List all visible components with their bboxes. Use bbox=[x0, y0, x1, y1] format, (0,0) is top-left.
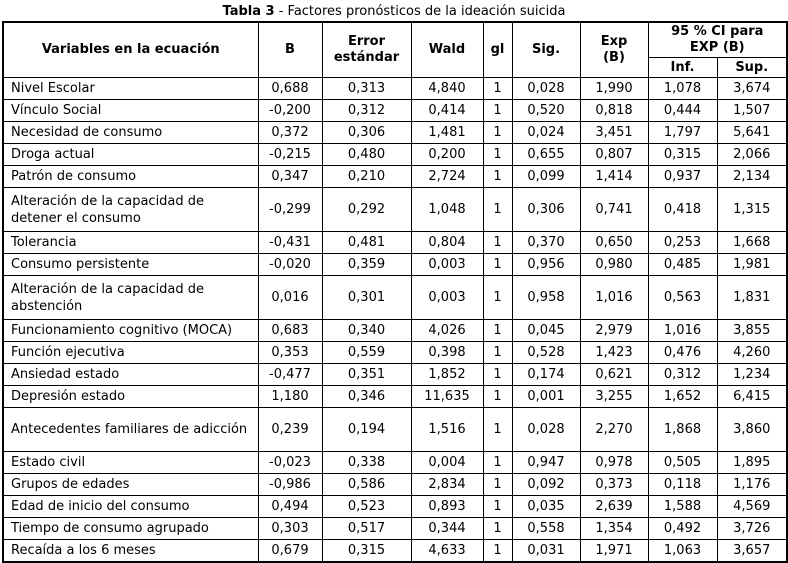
cell-wald: 0,344 bbox=[411, 518, 483, 540]
cell-variable: Necesidad de consumo bbox=[3, 122, 258, 144]
cell-wald: 0,414 bbox=[411, 100, 483, 122]
table-row bbox=[3, 342, 787, 364]
table-row bbox=[3, 496, 787, 518]
cell-inf: 0,937 bbox=[648, 166, 717, 188]
cell-variable: Ansiedad estado bbox=[3, 364, 258, 386]
cell-variable: Alteración de la capacidad de abstención bbox=[3, 276, 258, 320]
cell-variable: Recaída a los 6 meses bbox=[3, 540, 258, 562]
cell-inf: 1,588 bbox=[648, 496, 717, 518]
cell-wald: 0,200 bbox=[411, 144, 483, 166]
header-sig: Sig. bbox=[512, 22, 580, 78]
cell-sup: 3,726 bbox=[717, 518, 787, 540]
cell-b: 0,353 bbox=[258, 342, 322, 364]
cell-sup: 3,855 bbox=[717, 320, 787, 342]
cell-sig: 0,528 bbox=[512, 342, 580, 364]
table-row bbox=[3, 408, 787, 452]
cell-error: 0,340 bbox=[322, 320, 411, 342]
header-exp-b bbox=[580, 22, 648, 78]
cell-sup: 1,895 bbox=[717, 452, 787, 474]
cell-exp: 0,980 bbox=[580, 254, 648, 276]
cell-variable: Edad de inicio del consumo bbox=[3, 496, 258, 518]
cell-sup: 6,415 bbox=[717, 386, 787, 408]
table-row bbox=[3, 100, 787, 122]
header-ci-line2: EXP (B) bbox=[689, 40, 745, 55]
header-wald: Wald bbox=[411, 22, 483, 78]
cell-b: -0,200 bbox=[258, 100, 322, 122]
cell-b: 0,239 bbox=[258, 408, 322, 452]
cell-sig: 0,045 bbox=[512, 320, 580, 342]
cell-variable: Vínculo Social bbox=[3, 100, 258, 122]
cell-exp: 2,270 bbox=[580, 408, 648, 452]
header-row bbox=[3, 22, 787, 58]
cell-b: -0,431 bbox=[258, 232, 322, 254]
cell-exp: 1,016 bbox=[580, 276, 648, 320]
cell-wald: 1,852 bbox=[411, 364, 483, 386]
cell-variable: Nivel Escolar bbox=[3, 78, 258, 100]
cell-inf: 0,315 bbox=[648, 144, 717, 166]
cell-gl: 1 bbox=[483, 320, 512, 342]
cell-wald: 1,481 bbox=[411, 122, 483, 144]
cell-wald: 0,003 bbox=[411, 254, 483, 276]
cell-wald: 0,004 bbox=[411, 452, 483, 474]
cell-sig: 0,958 bbox=[512, 276, 580, 320]
table-row bbox=[3, 254, 787, 276]
cell-sig: 0,370 bbox=[512, 232, 580, 254]
cell-exp: 1,414 bbox=[580, 166, 648, 188]
cell-sup: 1,176 bbox=[717, 474, 787, 496]
cell-inf: 0,563 bbox=[648, 276, 717, 320]
header-error bbox=[322, 22, 411, 78]
cell-error: 0,312 bbox=[322, 100, 411, 122]
cell-sig: 0,655 bbox=[512, 144, 580, 166]
cell-variable: Tolerancia bbox=[3, 232, 258, 254]
cell-inf: 1,797 bbox=[648, 122, 717, 144]
cell-sig: 0,001 bbox=[512, 386, 580, 408]
cell-sig: 0,947 bbox=[512, 452, 580, 474]
cell-sig: 0,031 bbox=[512, 540, 580, 562]
table-row bbox=[3, 144, 787, 166]
cell-sup: 5,641 bbox=[717, 122, 787, 144]
header-exp-line2: (B) bbox=[603, 50, 625, 65]
cell-variable: Depresión estado bbox=[3, 386, 258, 408]
cell-gl: 1 bbox=[483, 342, 512, 364]
cell-b: -0,477 bbox=[258, 364, 322, 386]
cell-inf: 0,485 bbox=[648, 254, 717, 276]
table-caption bbox=[0, 0, 788, 21]
cell-exp: 2,639 bbox=[580, 496, 648, 518]
cell-gl: 1 bbox=[483, 386, 512, 408]
cell-exp: 0,741 bbox=[580, 188, 648, 232]
cell-sup: 1,668 bbox=[717, 232, 787, 254]
cell-error: 0,315 bbox=[322, 540, 411, 562]
cell-wald: 2,724 bbox=[411, 166, 483, 188]
cell-exp: 1,990 bbox=[580, 78, 648, 100]
cell-sig: 0,520 bbox=[512, 100, 580, 122]
cell-sig: 0,092 bbox=[512, 474, 580, 496]
cell-error: 0,480 bbox=[322, 144, 411, 166]
cell-inf: 0,418 bbox=[648, 188, 717, 232]
table-row bbox=[3, 320, 787, 342]
cell-error: 0,313 bbox=[322, 78, 411, 100]
cell-exp: 3,255 bbox=[580, 386, 648, 408]
cell-b: -0,215 bbox=[258, 144, 322, 166]
cell-b: 0,494 bbox=[258, 496, 322, 518]
cell-inf: 0,444 bbox=[648, 100, 717, 122]
cell-wald: 0,003 bbox=[411, 276, 483, 320]
cell-sig: 0,028 bbox=[512, 78, 580, 100]
cell-variable: Droga actual bbox=[3, 144, 258, 166]
cell-wald: 4,026 bbox=[411, 320, 483, 342]
cell-b: 0,303 bbox=[258, 518, 322, 540]
cell-gl: 1 bbox=[483, 122, 512, 144]
cell-gl: 1 bbox=[483, 144, 512, 166]
cell-variable: Grupos de edades bbox=[3, 474, 258, 496]
cell-inf: 0,253 bbox=[648, 232, 717, 254]
cell-gl: 1 bbox=[483, 540, 512, 562]
cell-gl: 1 bbox=[483, 518, 512, 540]
cell-wald: 0,804 bbox=[411, 232, 483, 254]
cell-error: 0,346 bbox=[322, 386, 411, 408]
header-exp-line1: Exp bbox=[600, 34, 628, 49]
cell-sig: 0,099 bbox=[512, 166, 580, 188]
cell-b: 0,688 bbox=[258, 78, 322, 100]
cell-inf: 1,078 bbox=[648, 78, 717, 100]
cell-b: 0,683 bbox=[258, 320, 322, 342]
cell-sig: 0,024 bbox=[512, 122, 580, 144]
header-error-line2: estándar bbox=[333, 50, 400, 65]
cell-sup: 1,507 bbox=[717, 100, 787, 122]
table-row bbox=[3, 452, 787, 474]
cell-variable: Función ejecutiva bbox=[3, 342, 258, 364]
cell-variable: Tiempo de consumo agrupado bbox=[3, 518, 258, 540]
cell-inf: 0,492 bbox=[648, 518, 717, 540]
cell-exp: 0,650 bbox=[580, 232, 648, 254]
header-gl: gl bbox=[483, 22, 512, 78]
cell-sig: 0,174 bbox=[512, 364, 580, 386]
header-b: B bbox=[258, 22, 322, 78]
cell-error: 0,559 bbox=[322, 342, 411, 364]
cell-sup: 1,315 bbox=[717, 188, 787, 232]
cell-gl: 1 bbox=[483, 188, 512, 232]
cell-exp: 0,978 bbox=[580, 452, 648, 474]
table-row bbox=[3, 78, 787, 100]
cell-error: 0,194 bbox=[322, 408, 411, 452]
table-row bbox=[3, 232, 787, 254]
cell-b: -0,020 bbox=[258, 254, 322, 276]
cell-b: 0,347 bbox=[258, 166, 322, 188]
cell-gl: 1 bbox=[483, 166, 512, 188]
table-caption-number: Tabla 3 bbox=[222, 4, 275, 19]
cell-wald: 1,516 bbox=[411, 408, 483, 452]
cell-gl: 1 bbox=[483, 364, 512, 386]
cell-b: 0,679 bbox=[258, 540, 322, 562]
table-row bbox=[3, 364, 787, 386]
cell-variable: Estado civil bbox=[3, 452, 258, 474]
header-sup: Sup. bbox=[717, 58, 787, 78]
cell-gl: 1 bbox=[483, 276, 512, 320]
cell-sup: 1,831 bbox=[717, 276, 787, 320]
table-caption-title: - Factores pronósticos de la ideación suicida bbox=[274, 4, 566, 19]
cell-sup: 4,260 bbox=[717, 342, 787, 364]
cell-error: 0,292 bbox=[322, 188, 411, 232]
cell-inf: 1,868 bbox=[648, 408, 717, 452]
cell-exp: 3,451 bbox=[580, 122, 648, 144]
cell-inf: 0,312 bbox=[648, 364, 717, 386]
header-error-line1: Error bbox=[347, 34, 386, 49]
cell-sig: 0,558 bbox=[512, 518, 580, 540]
cell-variable: Antecedentes familiares de adicción bbox=[3, 408, 258, 452]
header-ci-line1: 95 % CI para bbox=[671, 24, 764, 39]
cell-error: 0,306 bbox=[322, 122, 411, 144]
cell-exp: 0,373 bbox=[580, 474, 648, 496]
cell-variable: Alteración de la capacidad de detener el consumo bbox=[3, 188, 258, 232]
cell-exp: 0,807 bbox=[580, 144, 648, 166]
cell-variable: Funcionamiento cognitivo (MOCA) bbox=[3, 320, 258, 342]
cell-variable: Patrón de consumo bbox=[3, 166, 258, 188]
cell-gl: 1 bbox=[483, 232, 512, 254]
cell-error: 0,517 bbox=[322, 518, 411, 540]
cell-wald: 4,633 bbox=[411, 540, 483, 562]
cell-sup: 1,234 bbox=[717, 364, 787, 386]
cell-sup: 4,569 bbox=[717, 496, 787, 518]
header-inf: Inf. bbox=[648, 58, 717, 78]
cell-sup: 1,981 bbox=[717, 254, 787, 276]
cell-wald: 4,840 bbox=[411, 78, 483, 100]
cell-exp: 2,979 bbox=[580, 320, 648, 342]
cell-error: 0,210 bbox=[322, 166, 411, 188]
cell-b: -0,023 bbox=[258, 452, 322, 474]
header-variables: Variables en la ecuación bbox=[3, 22, 258, 78]
table-row bbox=[3, 540, 787, 562]
cell-wald: 0,398 bbox=[411, 342, 483, 364]
table-row bbox=[3, 474, 787, 496]
cell-error: 0,351 bbox=[322, 364, 411, 386]
cell-sup: 3,860 bbox=[717, 408, 787, 452]
cell-b: 0,016 bbox=[258, 276, 322, 320]
cell-inf: 1,652 bbox=[648, 386, 717, 408]
cell-sup: 2,066 bbox=[717, 144, 787, 166]
cell-error: 0,481 bbox=[322, 232, 411, 254]
cell-gl: 1 bbox=[483, 452, 512, 474]
cell-inf: 0,476 bbox=[648, 342, 717, 364]
cell-inf: 1,063 bbox=[648, 540, 717, 562]
cell-exp: 0,818 bbox=[580, 100, 648, 122]
cell-inf: 0,505 bbox=[648, 452, 717, 474]
cell-inf: 1,016 bbox=[648, 320, 717, 342]
cell-b: -0,986 bbox=[258, 474, 322, 496]
table-row bbox=[3, 122, 787, 144]
table-row bbox=[3, 188, 787, 232]
cell-error: 0,586 bbox=[322, 474, 411, 496]
cell-wald: 0,893 bbox=[411, 496, 483, 518]
table-row bbox=[3, 166, 787, 188]
cell-error: 0,523 bbox=[322, 496, 411, 518]
cell-sup: 3,674 bbox=[717, 78, 787, 100]
cell-exp: 1,354 bbox=[580, 518, 648, 540]
table-row bbox=[3, 386, 787, 408]
cell-wald: 11,635 bbox=[411, 386, 483, 408]
cell-wald: 1,048 bbox=[411, 188, 483, 232]
cell-gl: 1 bbox=[483, 474, 512, 496]
cell-exp: 1,971 bbox=[580, 540, 648, 562]
cell-sig: 0,035 bbox=[512, 496, 580, 518]
cell-b: 1,180 bbox=[258, 386, 322, 408]
header-ci bbox=[648, 22, 787, 58]
table-row bbox=[3, 518, 787, 540]
cell-exp: 1,423 bbox=[580, 342, 648, 364]
cell-gl: 1 bbox=[483, 78, 512, 100]
cell-sig: 0,956 bbox=[512, 254, 580, 276]
cell-gl: 1 bbox=[483, 496, 512, 518]
cell-gl: 1 bbox=[483, 100, 512, 122]
table-row bbox=[3, 276, 787, 320]
cell-variable: Consumo persistente bbox=[3, 254, 258, 276]
cell-sup: 2,134 bbox=[717, 166, 787, 188]
cell-b: 0,372 bbox=[258, 122, 322, 144]
cell-gl: 1 bbox=[483, 254, 512, 276]
cell-b: -0,299 bbox=[258, 188, 322, 232]
cell-inf: 0,118 bbox=[648, 474, 717, 496]
cell-wald: 2,834 bbox=[411, 474, 483, 496]
cell-sup: 3,657 bbox=[717, 540, 787, 562]
cell-exp: 0,621 bbox=[580, 364, 648, 386]
cell-sig: 0,306 bbox=[512, 188, 580, 232]
cell-error: 0,359 bbox=[322, 254, 411, 276]
cell-gl: 1 bbox=[483, 408, 512, 452]
cell-error: 0,338 bbox=[322, 452, 411, 474]
cell-sig: 0,028 bbox=[512, 408, 580, 452]
prognostic-factors-table bbox=[2, 21, 788, 563]
cell-error: 0,301 bbox=[322, 276, 411, 320]
